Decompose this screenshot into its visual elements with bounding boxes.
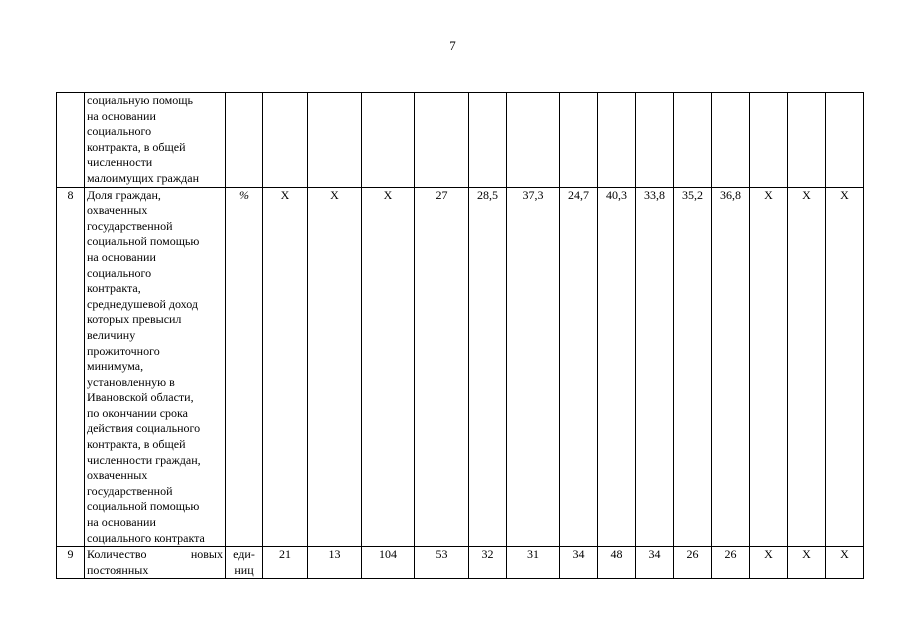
- indicator-name-line: минимума,: [87, 359, 144, 374]
- indicator-name-line: социального: [87, 124, 152, 139]
- value-cell: 40,3: [598, 187, 636, 547]
- indicator-name-line: [87, 547, 223, 563]
- value-cell: Х: [750, 187, 788, 547]
- indicator-name-line: численности: [87, 155, 153, 170]
- indicator-name-line: социальную помощь: [87, 93, 193, 107]
- value-cell: [598, 93, 636, 188]
- unit-of-measure: [226, 187, 263, 547]
- indicator-name-line: на основании: [87, 108, 156, 123]
- indicator-name-line: государственной: [87, 483, 173, 498]
- unit-line: %: [239, 187, 249, 202]
- value-cell: 13: [308, 547, 362, 579]
- table-row: [57, 547, 864, 579]
- value-cell: [308, 93, 362, 188]
- unit-of-measure: [226, 547, 263, 579]
- indicator-name: [85, 187, 226, 547]
- value-cell: Х: [826, 547, 864, 579]
- indicator-name-line: социальной помощью: [87, 234, 200, 249]
- row-number: [57, 93, 85, 188]
- indicator-name-line: на основании: [87, 249, 156, 264]
- value-cell: Х: [750, 547, 788, 579]
- indicator-name: [85, 547, 226, 579]
- unit-line: еди-: [233, 547, 255, 562]
- indicator-name-line: на основании: [87, 515, 156, 530]
- indicator-table: [56, 92, 864, 579]
- indicator-name-line: численности граждан,: [87, 452, 201, 467]
- value-cell: Х: [362, 187, 415, 547]
- value-cell: 26: [712, 547, 750, 579]
- value-cell: 34: [636, 547, 674, 579]
- indicator-name-word: новых: [190, 547, 223, 562]
- table-row: [57, 93, 864, 188]
- value-cell: 21: [263, 547, 308, 579]
- indicator-name-line: среднедушевой доход: [87, 296, 198, 311]
- value-cell: 104: [362, 547, 415, 579]
- indicator-name-line: контракта,: [87, 281, 141, 296]
- indicator-name-line: охваченных: [87, 203, 148, 218]
- value-cell: [362, 93, 415, 188]
- indicator-name-line: контракта, в общей: [87, 139, 186, 154]
- value-cell: 28,5: [469, 187, 507, 547]
- row-number: 9: [57, 547, 85, 579]
- value-cell: 53: [415, 547, 469, 579]
- indicator-name-line: которых превысил: [87, 312, 182, 327]
- indicator-name-line: социального контракта: [87, 530, 205, 545]
- value-cell: [788, 93, 826, 188]
- value-cell: [750, 93, 788, 188]
- indicator-name: [85, 93, 226, 188]
- value-cell: [507, 93, 560, 188]
- indicator-name-line: прожиточного: [87, 343, 160, 358]
- value-cell: 35,2: [674, 187, 712, 547]
- unit-of-measure: [226, 93, 263, 188]
- value-cell: [674, 93, 712, 188]
- value-cell: Х: [263, 187, 308, 547]
- indicator-name-line: величину: [87, 327, 136, 342]
- value-cell: 31: [507, 547, 560, 579]
- value-cell: Х: [788, 547, 826, 579]
- indicator-name-line: Ивановской области,: [87, 390, 194, 405]
- value-cell: 36,8: [712, 187, 750, 547]
- indicator-name-line: охваченных: [87, 468, 148, 483]
- value-cell: [712, 93, 750, 188]
- value-cell: [469, 93, 507, 188]
- value-cell: 24,7: [560, 187, 598, 547]
- indicator-name-line: социального: [87, 265, 152, 280]
- value-cell: [826, 93, 864, 188]
- value-cell: Х: [788, 187, 826, 547]
- value-cell: [263, 93, 308, 188]
- indicator-name-line: действия социального: [87, 421, 201, 436]
- value-cell: [560, 93, 598, 188]
- value-cell: 27: [415, 187, 469, 547]
- value-cell: Х: [826, 187, 864, 547]
- value-cell: [636, 93, 674, 188]
- indicator-name-line: контракта, в общей: [87, 437, 186, 452]
- indicator-name-line: социальной помощью: [87, 499, 200, 514]
- indicator-name-line: малоимущих граждан: [87, 170, 200, 185]
- indicator-name-line: установленную в: [87, 374, 175, 389]
- indicator-name-line: постоянных: [87, 562, 149, 577]
- value-cell: 34: [560, 547, 598, 579]
- table-row: [57, 187, 864, 547]
- indicator-name-line: государственной: [87, 218, 173, 233]
- indicator-name-line: Доля граждан,: [87, 187, 161, 202]
- indicator-name-line: по окончании срока: [87, 405, 188, 420]
- value-cell: 37,3: [507, 187, 560, 547]
- value-cell: 32: [469, 547, 507, 579]
- page-number: 7: [449, 38, 456, 53]
- value-cell: 48: [598, 547, 636, 579]
- value-cell: 33,8: [636, 187, 674, 547]
- value-cell: 26: [674, 547, 712, 579]
- row-number: 8: [57, 187, 85, 547]
- value-cell: [415, 93, 469, 188]
- value-cell: Х: [308, 187, 362, 547]
- unit-line: ниц: [234, 562, 254, 577]
- indicator-name-word: Количество: [87, 547, 147, 562]
